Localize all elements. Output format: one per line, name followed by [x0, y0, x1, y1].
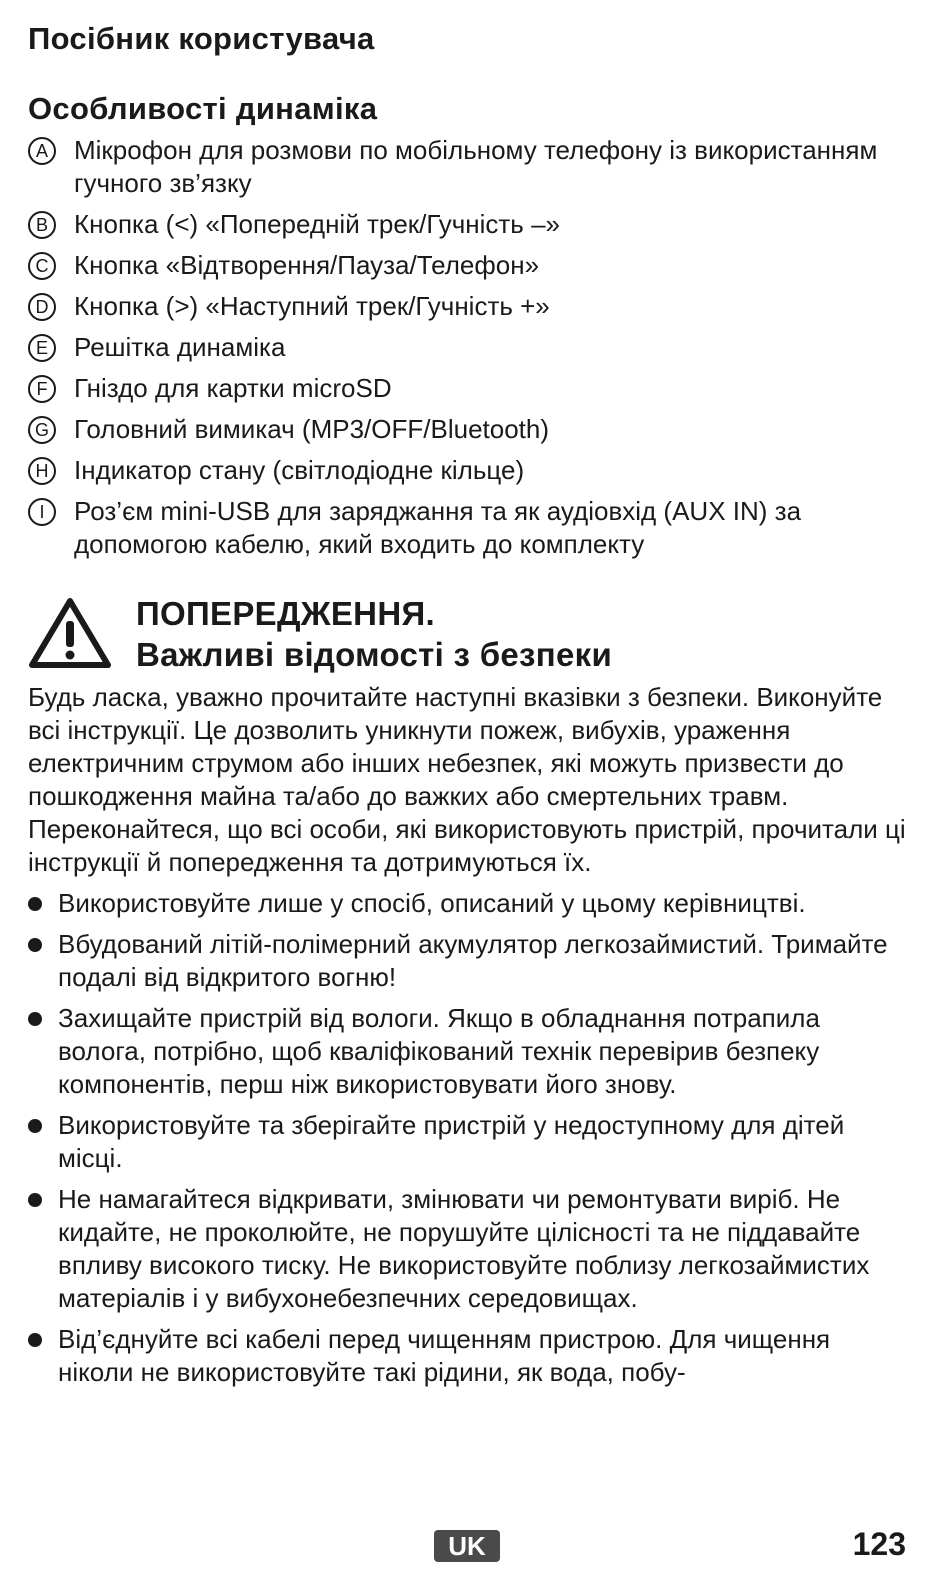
feature-item — [28, 208, 908, 241]
warning-heading — [136, 593, 612, 675]
feature-text: Кнопка (>) «Наступний трек/Гучність +» — [74, 291, 550, 321]
bullet-icon — [28, 938, 42, 952]
feature-text: Кнопка (<) «Попередній трек/Гучність –» — [74, 209, 560, 239]
letter-g-badge: G — [28, 416, 56, 444]
safety-intro: Будь ласка, уважно прочитайте наступні вказівки з безпеки. Виконуйте всі інструкції. Це дозволить уникнути пожеж, вибухів, ураження електричним струмом або інших небезпек, які можуть призвести до пошкодження майна та/або до важких або смертельних травм. Переконайтеся, що всі особи, які використовують пристрій, прочитали ці інструкції й попередження та дотримуються їх. — [28, 682, 906, 877]
manual-page — [28, 18, 908, 1397]
safety-item — [28, 1109, 908, 1175]
feature-text: Роз’єм mini-USB для заряджання та як аудіовхід (AUX IN) за допомогою кабелю, який входить до комплекту — [74, 496, 802, 559]
feature-text: Головний вимикач (MP3/OFF/Bluetooth) — [74, 414, 550, 444]
language-badge: UK — [434, 1530, 500, 1562]
feature-text: Кнопка «Відтворення/Пауза/Телефон» — [74, 250, 540, 280]
feature-text: Гніздо для картки microSD — [74, 373, 392, 403]
safety-item — [28, 1002, 908, 1101]
safety-item — [28, 1323, 908, 1389]
feature-item — [28, 495, 908, 561]
feature-text: Мікрофон для розмови по мобільному телефону із використанням гучного зв’язку — [74, 135, 878, 198]
feature-item — [28, 134, 908, 200]
feature-text: Індикатор стану (світлодіодне кільце) — [74, 455, 525, 485]
warning-triangle-icon — [28, 597, 112, 674]
safety-text: Використовуйте та зберігайте пристрій у недоступному для дітей місці. — [58, 1110, 845, 1173]
safety-text: Від’єднуйте всі кабелі перед чищенням пристрою. Для чищення ніколи не використовуйте такі рідини, як вода, побу- — [58, 1324, 831, 1387]
page-number: 123 — [852, 1526, 906, 1562]
letter-h-badge: H — [28, 457, 56, 485]
letter-a-badge: A — [28, 137, 56, 165]
feature-item — [28, 454, 908, 487]
warning-title: ПОПЕРЕДЖЕННЯ. — [136, 595, 435, 632]
safety-text: Захищайте пристрій від вологи. Якщо в обладнання потрапила волога, потрібно, щоб кваліфікований технік перевірив безпеку компонентів, перш ніж використовувати його знову. — [58, 1003, 820, 1099]
features-list — [28, 134, 908, 561]
letter-e-badge: E — [28, 334, 56, 362]
feature-text: Решітка динаміка — [74, 332, 286, 362]
safety-item — [28, 887, 908, 920]
safety-text: Не намагайтеся відкривати, змінювати чи ремонтувати виріб. Не кидайте, не проколюйте, не порушуйте цілісності та не піддавайте впливу високого тиску. Не використовуйте поблизу легкозаймистих матеріалів і у вибухонебезпечних середовищах. — [58, 1184, 870, 1313]
letter-f-badge: F — [28, 375, 56, 403]
feature-item — [28, 372, 908, 405]
manual-title: Посібник користувача — [28, 21, 375, 56]
bullet-icon — [28, 1333, 42, 1347]
feature-item — [28, 290, 908, 323]
warning-header — [28, 593, 908, 675]
bullet-icon — [28, 1119, 42, 1133]
letter-i-badge: I — [28, 498, 56, 526]
bullet-icon — [28, 1012, 42, 1026]
safety-text: Вбудований літій-полімерний акумулятор легкозаймистий. Тримайте подалі від відкритого вогню! — [58, 929, 888, 992]
features-heading: Особливості динаміка — [28, 91, 378, 126]
letter-b-badge: B — [28, 211, 56, 239]
warning-subtitle: Важливі відомості з безпеки — [136, 636, 613, 673]
bullet-icon — [28, 897, 42, 911]
safety-text: Використовуйте лише у спосіб, описаний у цьому керівництві. — [58, 888, 806, 918]
feature-item — [28, 249, 908, 282]
feature-item — [28, 331, 908, 364]
safety-item — [28, 928, 908, 994]
letter-d-badge: D — [28, 293, 56, 321]
safety-list — [28, 887, 908, 1389]
letter-c-badge: C — [28, 252, 56, 280]
bullet-icon — [28, 1193, 42, 1207]
safety-item — [28, 1183, 908, 1315]
feature-item — [28, 413, 908, 446]
